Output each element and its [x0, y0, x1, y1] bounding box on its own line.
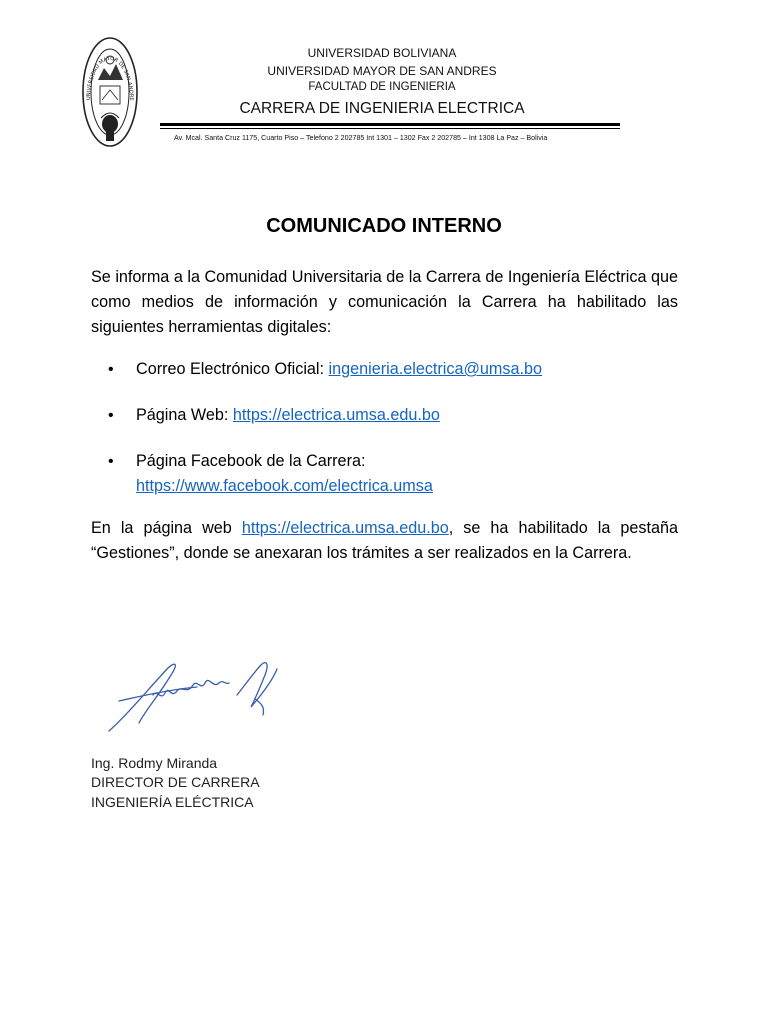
header-rule-thin [160, 128, 620, 129]
intro-paragraph: Se informa a la Comunidad Universitaria de la Carrera de Ingeniería Eléctrica que como medios de información y comunicación la Carrera ha habilitado las siguientes herramientas digitales: [91, 268, 678, 336]
closing-text-start: En la página web [91, 519, 242, 537]
header-rule-thick [160, 123, 620, 126]
career-name: CARRERA DE INGENIERIA ELECTRICA [239, 100, 525, 117]
handwritten-signature [105, 655, 285, 735]
signer-role: DIRECTOR DE CARRERA [91, 774, 260, 790]
facebook-label: Página Facebook de la Carrera: [136, 452, 366, 470]
address-line: Av. Mcal. Santa Cruz 1175, Cuarto Piso – Telefono 2 202785 Int 1301 – 1302 Fax 2 202785 – Int 1308 La Paz – Bolivia [174, 134, 548, 142]
svg-text:UNIVERSIDAD MAYOR DE SAN ANDRE: UNIVERSIDAD MAYOR DE SAN ANDRE [85, 55, 135, 101]
closing-website-link[interactable]: https://electrica.umsa.edu.bo [241, 519, 449, 537]
email-label: Correo Electrónico Oficial: [136, 360, 329, 378]
website-link[interactable]: https://electrica.umsa.edu.bo [232, 406, 440, 424]
list-item-email [136, 357, 676, 382]
closing-text-end: , se ha habilitado la pestaña “Gestiones”, donde se anexaran los trámites a ser realizados en la Carrera. [91, 519, 678, 562]
list-item-facebook [136, 449, 676, 499]
university-seal [80, 30, 140, 148]
signer-name: Ing. Rodmy Miranda [91, 755, 218, 771]
bullet-marker: • [108, 361, 114, 378]
signer-department: INGENIERÍA ELÉCTRICA [91, 794, 254, 810]
facebook-link[interactable]: https://www.facebook.com/electrica.umsa [136, 477, 433, 495]
university-name: UNIVERSIDAD BOLIVIANA [307, 46, 457, 60]
faculty-name: FACULTAD DE INGENIERIA [308, 81, 456, 93]
university-full-name: UNIVERSIDAD MAYOR DE SAN ANDRES [267, 64, 497, 78]
closing-paragraph [91, 516, 678, 566]
document-title: COMUNICADO INTERNO [266, 215, 502, 237]
bullet-marker: • [108, 453, 114, 470]
bullet-marker: • [108, 407, 114, 424]
website-label: Página Web: [136, 406, 233, 424]
email-link[interactable]: ingenieria.electrica@umsa.bo [328, 360, 543, 378]
list-item-website [136, 403, 676, 428]
